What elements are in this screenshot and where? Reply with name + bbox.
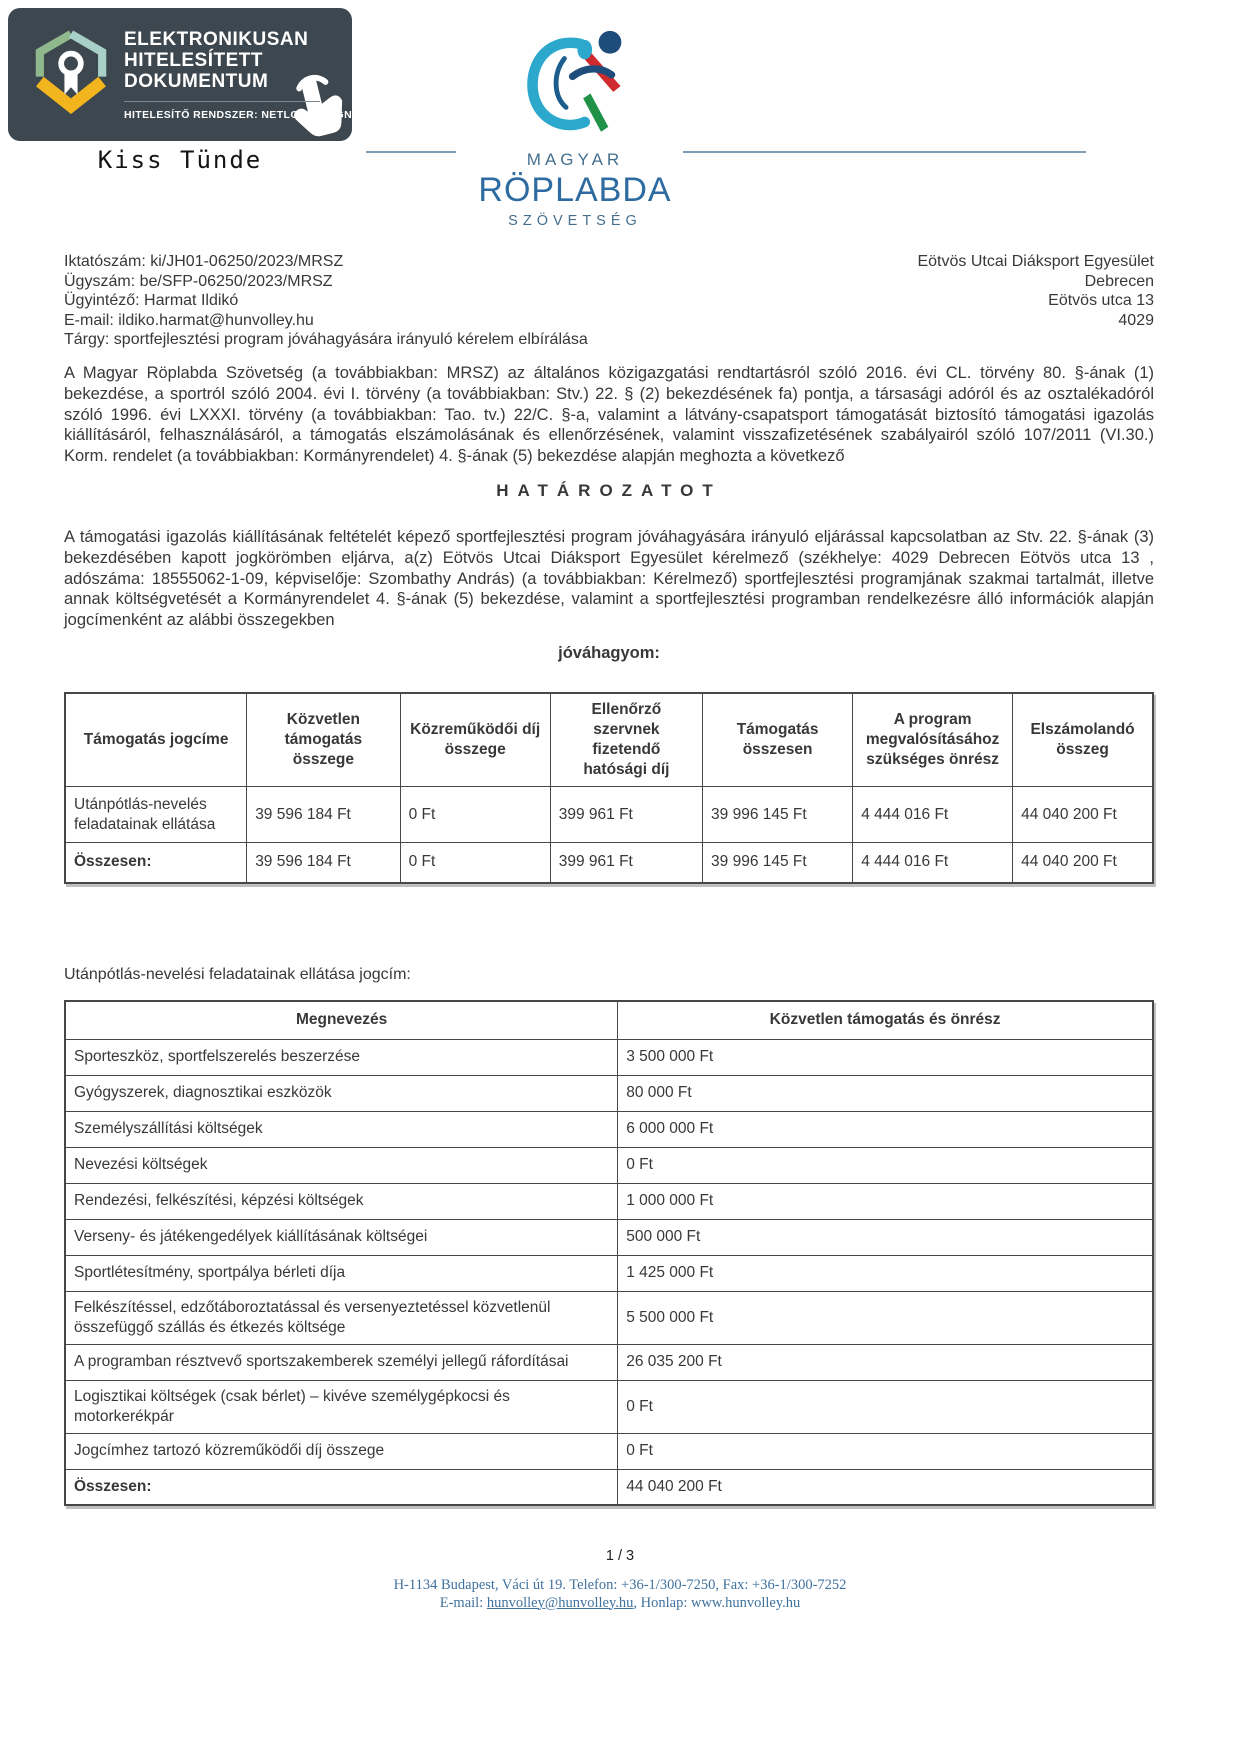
certified-hexagon-seal-icon bbox=[30, 29, 112, 121]
cell: Gyógyszerek, diagnosztikai eszközök bbox=[65, 1075, 618, 1111]
table-row bbox=[65, 1433, 1153, 1469]
cell: 39 996 145 Ft bbox=[703, 843, 853, 883]
table-row bbox=[65, 1255, 1153, 1291]
header-cell: Közvetlen támogatás és önrész bbox=[618, 1001, 1153, 1039]
footer-contact-line bbox=[0, 1595, 1240, 1613]
cell: Rendezési, felkészítési, képzési költségek bbox=[65, 1183, 618, 1219]
meta-iktatoszam: Iktatószám: ki/JH01-06250/2023/MRSZ bbox=[64, 253, 344, 270]
stamp-divider bbox=[124, 101, 320, 102]
footer bbox=[0, 1577, 1240, 1612]
cell: Összesen: bbox=[65, 1469, 618, 1505]
federation-logo bbox=[455, 26, 695, 229]
cell: Sportlétesítmény, sportpálya bérleti díja bbox=[65, 1255, 618, 1291]
table-row bbox=[65, 1039, 1153, 1075]
cost-breakdown-table bbox=[64, 1000, 1154, 1506]
table-row bbox=[65, 787, 1153, 843]
meta-email: E-mail: ildiko.harmat@hunvolley.hu bbox=[64, 311, 314, 329]
table-total-row bbox=[65, 843, 1153, 883]
cell: 39 996 145 Ft bbox=[703, 787, 853, 843]
cell: 3 500 000 Ft bbox=[618, 1039, 1153, 1075]
table-header-row bbox=[65, 1001, 1153, 1039]
cell: Logisztikai költségek (csak bérlet) – kivéve személygépkocsi és motorkerékpár bbox=[65, 1380, 618, 1433]
cell: 44 040 200 Ft bbox=[1013, 787, 1153, 843]
cell: A programban résztvevő sportszakemberek személyi jellegű ráfordításai bbox=[65, 1344, 618, 1380]
cell: 399 961 Ft bbox=[550, 843, 702, 883]
header-cell: Elszámolandó összeg bbox=[1013, 693, 1153, 787]
table-row bbox=[65, 1291, 1153, 1344]
header-rule-left bbox=[366, 151, 456, 153]
cell: 6 000 000 Ft bbox=[618, 1111, 1153, 1147]
approve-heading: jóváhagyom: bbox=[558, 644, 660, 662]
header-cell: Közreműködői díj összege bbox=[400, 693, 550, 787]
meta-ugyintezo: Ügyintéző: Harmat Ildikó bbox=[64, 292, 239, 309]
cell: 39 596 184 Ft bbox=[247, 787, 400, 843]
table-row bbox=[65, 1183, 1153, 1219]
cell: Utánpótlás-nevelés feladatainak ellátása bbox=[65, 787, 247, 843]
support-summary-table bbox=[64, 692, 1154, 884]
addressee-city: Debrecen bbox=[1084, 272, 1154, 290]
cell: Összesen: bbox=[65, 843, 247, 883]
addressee-zip: 4029 bbox=[1118, 311, 1154, 329]
cell: 80 000 Ft bbox=[618, 1075, 1153, 1111]
table-total-row bbox=[65, 1469, 1153, 1505]
cell: 500 000 Ft bbox=[618, 1219, 1153, 1255]
header-rule-right bbox=[683, 151, 1086, 153]
cell: 5 500 000 Ft bbox=[618, 1291, 1153, 1344]
cell: Jogcímhez tartozó közreműködői díj összege bbox=[65, 1433, 618, 1469]
cell: 0 Ft bbox=[400, 843, 550, 883]
decision-heading: HATÁROZATOT bbox=[496, 481, 722, 500]
cell: 399 961 Ft bbox=[550, 787, 702, 843]
header-cell: Közvetlen támogatás összege bbox=[247, 693, 400, 787]
table-row bbox=[65, 1147, 1153, 1183]
body-paragraph-1: A Magyar Röplabda Szövetség (a továbbiakban: MRSZ) az általános közigazgatási rendtartásról szóló 2016. évi CL. törvény 80. §-ának (1) bekezdése, a sportról szóló 2004. évi I. törvény (a továbbiakban: Stv.) 22. § (2) bekezdésének fa) pontja, a társasági adóról és az osztalékadóról szóló 1996. évi LXXXI. törvény (a továbbiakban: Tao. tv.) 22/C. §-a, valamint a látvány-csapatsport támogatását biztosító támogatási igazolás kiállításáról, felhasználásáról, a támogatás elszámolásának és ellenőrzésének, valamint visszafizetésének szabályairól szóló 107/2011 (VI.30.) Korm. rendelet (a továbbiakban: Kormányrendelet) 4. §-ának (5) bekezdése alapján meghozta a következő bbox=[64, 364, 1154, 466]
header-cell: Megnevezés bbox=[65, 1001, 618, 1039]
cell: Verseny- és játékengedélyek kiállításának költségei bbox=[65, 1219, 618, 1255]
meta-targy: Tárgy: sportfejlesztési program jóváhagyására irányuló kérelem elbírálása bbox=[64, 331, 588, 348]
cell: Személyszállítási költségek bbox=[65, 1111, 618, 1147]
stamp-title-line: ELEKTRONIKUSAN bbox=[124, 28, 309, 50]
addressee-block bbox=[917, 252, 1154, 350]
header-cell: A program megvalósításához szükséges önrész bbox=[853, 693, 1013, 787]
cell: Sporteszköz, sportfelszerelés beszerzése bbox=[65, 1039, 618, 1075]
footer-address-line: H-1134 Budapest, Váci út 19. Telefon: +36-1/300-7250, Fax: +36-1/300-7252 bbox=[393, 1577, 847, 1593]
addressee-name: Eötvös Utcai Diáksport Egyesület bbox=[917, 253, 1154, 270]
cell: 0 Ft bbox=[618, 1380, 1153, 1433]
stamp-title-line: DOKUMENTUM bbox=[124, 70, 269, 92]
document-meta bbox=[64, 252, 1154, 350]
signer-name: Kiss Tünde bbox=[97, 146, 263, 174]
header-cell: Támogatás összesen bbox=[703, 693, 853, 787]
cell: 44 040 200 Ft bbox=[1013, 843, 1153, 883]
page-number: 1 / 3 bbox=[605, 1548, 635, 1564]
cell: 4 444 016 Ft bbox=[853, 843, 1013, 883]
cell: 0 Ft bbox=[400, 787, 550, 843]
table-header-row bbox=[65, 693, 1153, 787]
jogcim-note: Utánpótlás-nevelési feladatainak ellátása jogcím: bbox=[64, 966, 411, 983]
table-row bbox=[65, 1111, 1153, 1147]
cell: 26 035 200 Ft bbox=[618, 1344, 1153, 1380]
body-paragraph-2: A támogatási igazolás kiállításának feltételét képező sportfejlesztési program jóváhagyására irányuló eljárással kapcsolatban az Stv. 22. §-ának (3) bekezdésében kapott jogkörömben eljárva, a(z) Eötvös Utcai Diáksport Egyesület kérelmező (székhelye: 4029 Debrecen Eötvös utca 13 , adószáma: 18555062-1-09, képviselője: Szombathy András) (a továbbiakban: Kérelmező) sportfejlesztési programjának szakmai tartalmát, illetve annak költségvetését a Kormányrendelet 4. §-ának (5) bekezdése, valamint a sportfejlesztési programban rendelkezésre álló információk alapján jogcímenként az alábbi összegekben bbox=[64, 528, 1154, 630]
logo-text-roplabda: RÖPLABDA bbox=[478, 171, 672, 209]
footer-email-label: E-mail: bbox=[439, 1594, 487, 1611]
table-row bbox=[65, 1075, 1153, 1111]
stamp-title-line: HITELESÍTETT bbox=[124, 49, 263, 71]
meta-ugyszam: Ügyszám: be/SFP-06250/2023/MRSZ bbox=[64, 272, 333, 290]
stamp-subtitle: HITELESÍTŐ RENDSZER: NETLOCK | SIGN bbox=[124, 108, 353, 121]
footer-website-link[interactable]: www.hunvolley.hu bbox=[690, 1594, 801, 1611]
volleyball-player-logo-icon bbox=[490, 26, 660, 148]
electronic-signature-stamp bbox=[8, 8, 352, 141]
cell: Felkészítéssel, edzőtáboroztatással és versenyeztetéssel közvetlenül összefüggő szállás és étkezés költsége bbox=[65, 1291, 618, 1344]
footer-separator: , Honlap: bbox=[633, 1594, 691, 1611]
logo-text-szovetseg: SZÖVETSÉG bbox=[508, 213, 642, 229]
logo-text-magyar: MAGYAR bbox=[526, 150, 624, 169]
cell: 0 Ft bbox=[618, 1147, 1153, 1183]
addressee-street: Eötvös utca 13 bbox=[1048, 292, 1154, 309]
cell: 1 000 000 Ft bbox=[618, 1183, 1153, 1219]
cell: 44 040 200 Ft bbox=[618, 1469, 1153, 1505]
cell: 1 425 000 Ft bbox=[618, 1255, 1153, 1291]
cell: Nevezési költségek bbox=[65, 1147, 618, 1183]
table-row bbox=[65, 1344, 1153, 1380]
header-cell: Ellenőrző szervnek fizetendő hatósági díj bbox=[550, 693, 702, 787]
table-row bbox=[65, 1219, 1153, 1255]
meta-left-block bbox=[64, 252, 588, 350]
cell: 39 596 184 Ft bbox=[247, 843, 400, 883]
header-cell: Támogatás jogcíme bbox=[65, 693, 247, 787]
cell: 0 Ft bbox=[618, 1433, 1153, 1469]
table-row bbox=[65, 1380, 1153, 1433]
cell: 4 444 016 Ft bbox=[853, 787, 1013, 843]
footer-email-link[interactable]: hunvolley@hunvolley.hu bbox=[486, 1594, 634, 1611]
